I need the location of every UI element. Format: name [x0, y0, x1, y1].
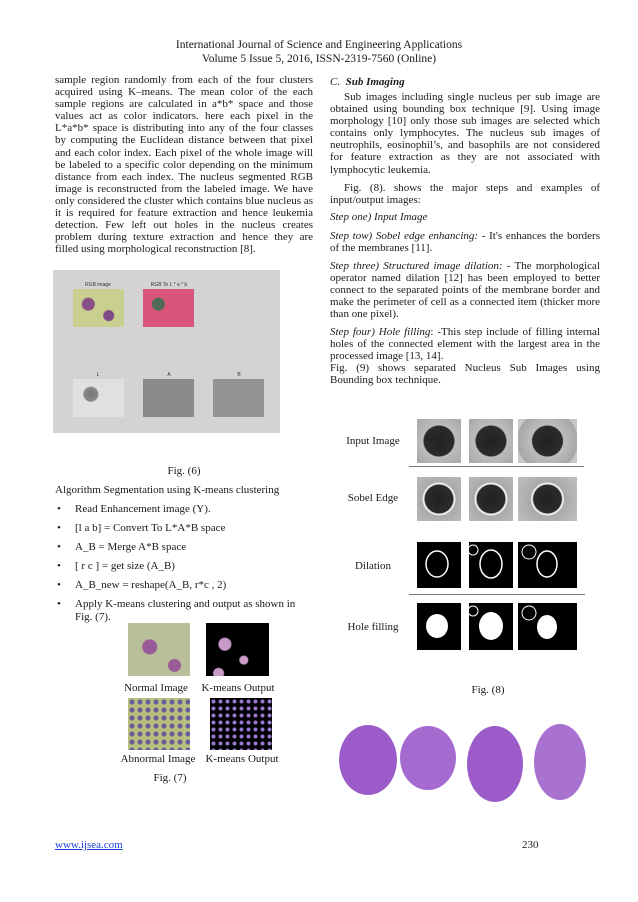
sobel-image-1: [417, 477, 461, 521]
step-label: Step three) Structured image dilation:: [330, 260, 503, 272]
kmeans-output-normal: [206, 623, 269, 676]
divider: [409, 594, 585, 595]
kmeans-output-abnormal: [210, 698, 272, 750]
journal-website-link[interactable]: www.ijsea.com: [55, 839, 123, 851]
journal-title: International Journal of Science and Engineering Applications: [175, 39, 463, 51]
sobel-image-2: [469, 477, 513, 521]
step-text: - The morphological operator named dilation [12] has been employed to better connect to the separated points of the membrane border and make the perimeter of cell as a connected item (thicker more than one pixel).: [330, 260, 600, 321]
section-heading: [330, 75, 600, 89]
step-label: Step one) Input Image: [330, 211, 428, 223]
input-image-1: [417, 419, 461, 463]
sobel-image-3: [518, 477, 577, 521]
journal-volume: Volume 5 Issue 5, 2016, ISSN-2319-7560 (Online): [201, 53, 437, 65]
page-number: 230: [522, 839, 539, 851]
bullet-icon: •: [57, 503, 61, 515]
bullet-icon: •: [57, 541, 61, 553]
fig6-label: RGB image: [85, 282, 111, 288]
section-title: Sub Imaging: [345, 76, 405, 88]
bullet-icon: •: [57, 598, 61, 610]
step-text: - It's enhances the borders of the membranes [11].: [330, 230, 600, 255]
fig8-intro-paragraph: Fig. (8). shows the major steps and examples of input/output images:: [330, 182, 600, 207]
body-paragraph: sample region randomly from each of the four clusters acquired using K–means. The mean color of the each sample regions are calculated in a*b* space and those values act as color indicators. here each pixel in the L*a*b* space is distributing into any of the four classes by computing the Euclidean distance between that pixel and each color index. Each pixel of the whole image will be labeled to a specific color depending on the minimum distance from each index. The nucleus segmented RGB image is reconstructed from the labeled image. We have only considered the cluster which contains blue nucleus as it is required for feature extraction and hence leukemia detection. Few left out holes in the nucleus creates problem during texture extraction and hence they are filled using morphological reconstruction [8].: [55, 74, 313, 256]
algorithm-title: Algorithm Segmentation using K-means clustering: [55, 484, 280, 496]
abnormal-image: [128, 698, 190, 750]
b-channel-thumbnail: [213, 379, 264, 417]
figure-7-caption: Fig. (7): [153, 772, 187, 784]
row-label-input: Input Image: [346, 435, 400, 447]
step-two: [330, 230, 600, 254]
step-label: Step tow) Sobel edge enhancing:: [330, 230, 479, 242]
figure-6-image: [53, 270, 280, 433]
a-channel-thumbnail: [143, 379, 194, 417]
input-image-2: [469, 419, 513, 463]
kmeans-output-label: K-means Output: [201, 682, 275, 694]
normal-image-label: Normal Image: [124, 682, 188, 694]
step-one: [330, 211, 600, 223]
input-image-3: [518, 419, 577, 463]
figure-8-caption: Fig. (8): [471, 684, 505, 696]
kmeans-output-label: K-means Output: [205, 753, 279, 765]
figure-6-caption: Fig. (6): [167, 465, 201, 477]
l-channel-thumbnail: [73, 379, 124, 417]
normal-image: [128, 623, 190, 676]
sub-imaging-paragraph: Sub images including single nucleus per sub image are obtained using bounding box technique [9]. Using image morphology [10] only those sub images are selected which contains only lymphocytes. The nucleus sub images of neutrophils, eosinophil’s, and basophils are not considered for feature extraction as they are not associated with lymphocytic leukemia.: [330, 91, 600, 176]
row-label-hole-filling: Hole filling: [347, 621, 399, 633]
section-letter: C.: [330, 76, 341, 88]
rgb-thumbnail: [73, 289, 124, 327]
nucleus-sub-images: [338, 720, 588, 802]
step-four: [330, 326, 600, 362]
step-label: Step four) Hole filling: [330, 326, 431, 338]
fig6-label: B: [237, 372, 241, 378]
fig6-label: RGB To L * a * b: [150, 282, 188, 288]
hole-filling-images: [417, 603, 577, 650]
step-text: : -This step include of filling internal holes of the connected element with the largest area in the processed image [13, 14].: [330, 326, 600, 363]
row-label-dilation: Dilation: [354, 560, 392, 572]
fig6-label: A: [167, 372, 171, 378]
bullet-icon: •: [57, 579, 61, 591]
divider: [409, 466, 584, 467]
row-label-sobel: Sobel Edge: [347, 492, 399, 504]
fig9-paragraph: Fig. (9) shows separated Nucleus Sub Images using Bounding box technique.: [330, 362, 600, 387]
step-three: [330, 260, 600, 320]
dilation-images: [417, 542, 577, 588]
fig6-label: L: [96, 372, 100, 378]
abnormal-image-label: Abnormal Image: [120, 753, 196, 765]
bullet-icon: •: [57, 522, 61, 534]
lab-thumbnail: [143, 289, 194, 327]
bullet-icon: •: [57, 560, 61, 572]
